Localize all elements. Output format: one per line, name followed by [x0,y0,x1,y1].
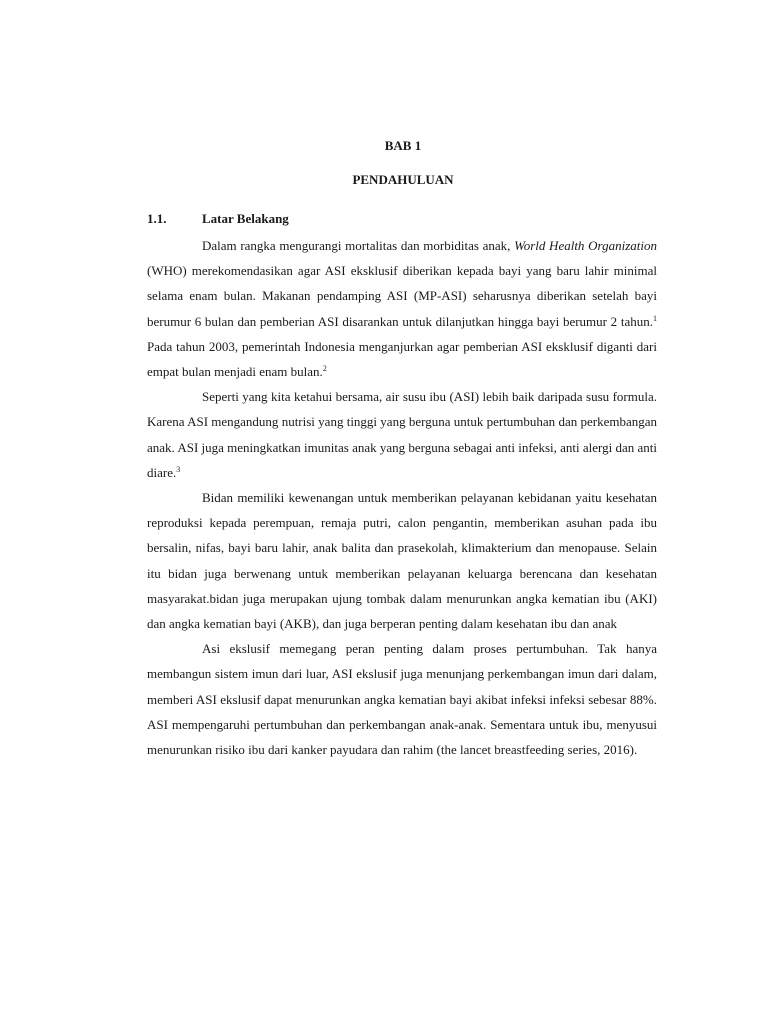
chapter-title: PENDAHULUAN [352,172,454,187]
paragraph-2-text: Seperti yang kita ketahui bersama, air susu ibu (ASI) lebih baik daripada susu formula. Karena ASI mengandung nutrisi yang tinggi yang berguna untuk pertumbuhan dan perkembangan anak. ASI juga meningkatkan imunitas anak yang berguna sebagai anti infeksi, anti alergi dan anti diare. [147,389,657,480]
paragraph-2 [147,384,657,485]
section-heading [147,211,547,227]
chapter-number: BAB 1 [384,138,422,153]
paragraph-1-text-a: Dalam rangka mengurangi mortalitas dan morbiditas anak, [202,238,515,253]
paragraph-1-text-c: Pada tahun 2003, pemerintah Indonesia menganjurkan agar pemberian ASI eksklusif diganti dari empat bulan menjadi enam bulan. [147,338,657,380]
footnote-ref-1: 1 [653,313,657,323]
paragraph-4 [147,636,657,762]
who-term: World Health Organization [514,238,657,253]
paragraph-3-text: Bidan memiliki kewenangan untuk memberikan pelayanan kebidanan yaitu kesehatan reproduksi kepada perempuan, remaja putri, calon pengantin, memberikan asuhan pada ibu bersalin, nifas, bayi baru lahir, anak balita dan prasekolah, klimakterium dan menopause. Selain itu bidan juga berwenang untuk memberikan pelayanan keluarga berencana dan kesehatan masyarakat.bidan juga merupakan ujung tombak dalam menurunkan angka kematian ibu (AKI) dan angka kematian bayi (AKB), dan juga berperan penting dalam kesehatan ibu dan anak [147,490,657,632]
section-title: Latar Belakang [202,211,289,226]
body-text [147,233,657,762]
section-number: 1.1. [147,211,167,226]
footnote-ref-3: 3 [176,464,181,474]
paragraph-1-text-b: (WHO) merekomendasikan agar ASI eksklusif diberikan kepada bayi yang baru lahir minimal selama enam bulan. Makanan pendamping ASI (MP-ASI) seharusnya diberikan setelah bayi berumur 6 bulan dan pemberian ASI disarankan untuk dilanjutkan hingga bayi berumur 2 tahun. [147,263,657,329]
paragraph-3 [147,485,657,636]
footnote-ref-2: 2 [322,364,327,374]
paragraph-1 [147,233,657,384]
paragraph-4-text: Asi ekslusif memegang peran penting dalam proses pertumbuhan. Tak hanya membangun sistem imun dari luar, ASI ekslusif juga menunjang perkembangan imun dari dalam, memberi ASI ekslusif dapat menurunkan angka kematian bayi akibat infeksi infeksi sebesar 88%. ASI mempengaruhi pertumbuhan dan perkembangan anak-anak. Sementara untuk ibu, menyusui menurunkan risiko ibu dari kanker payudara dan rahim (the lancet breastfeeding series, 2016). [147,641,657,758]
